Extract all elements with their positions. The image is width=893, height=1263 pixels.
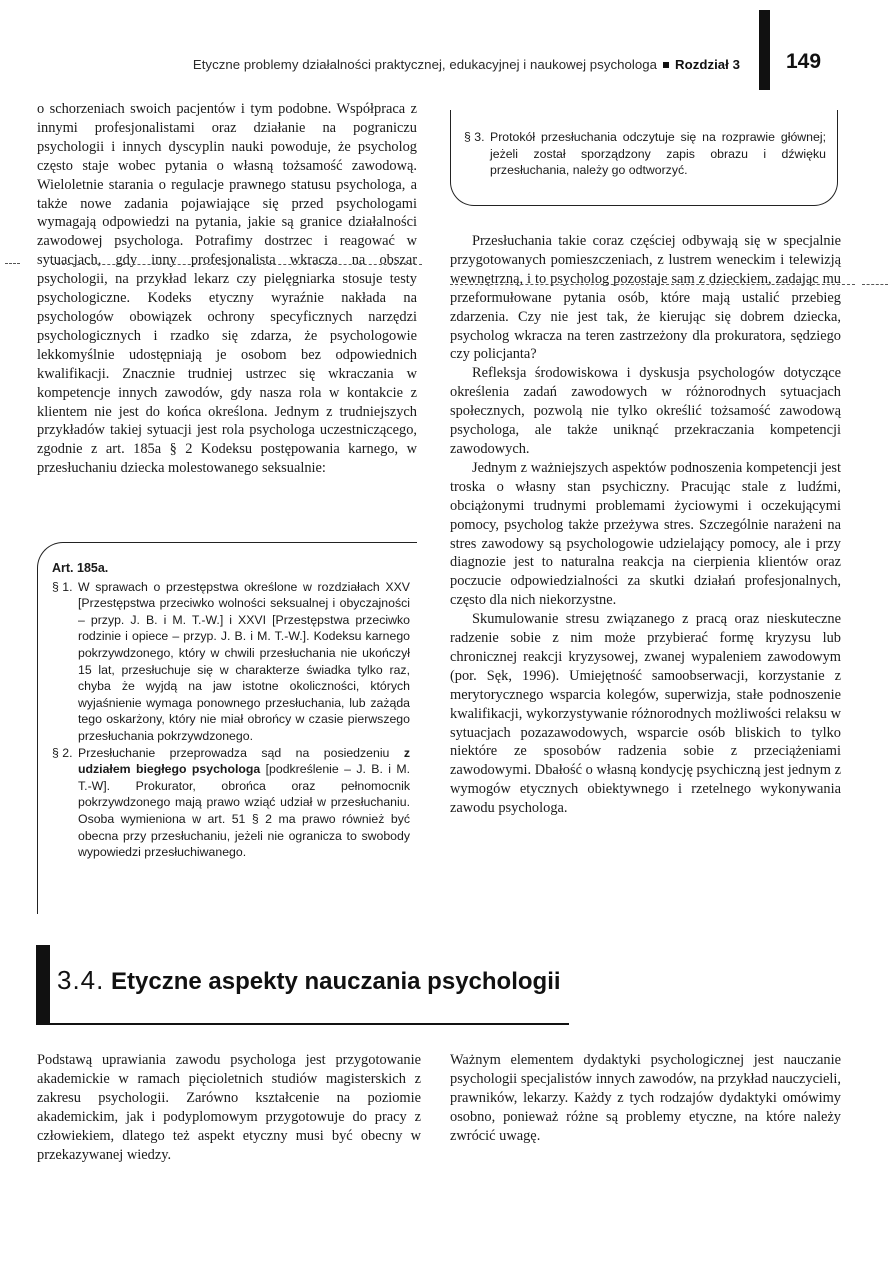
section-number: 3.4. [57, 965, 105, 995]
bottom-right-column [450, 1051, 841, 1146]
dashed-underline-left [52, 264, 422, 265]
article-paragraph-text [78, 745, 410, 861]
article-continuation-box [450, 110, 838, 206]
dashed-line-left-margin [5, 263, 20, 264]
article-paragraph-number: § 2. [52, 745, 73, 760]
section-bar [36, 945, 50, 1025]
article-paragraph-3 [464, 129, 826, 179]
article-text-before: Przesłuchanie przeprowadza sąd na posiedzeniu [78, 745, 404, 760]
article-paragraph-text: Protokół przesłuchania odczytuje się na rozprawie głównej; jeżeli został sporządzony zapis obrazu i dźwięku przesłuchania, należy go odtworzyć. [490, 130, 826, 178]
page-number: 149 [786, 50, 822, 73]
dashed-line-right-margin [862, 284, 888, 285]
section-rule [36, 1023, 569, 1025]
square-bullet-icon [663, 62, 669, 68]
bottom-left-paragraph: Podstawą uprawiania zawodu psychologa jest przygotowanie akademickie w ramach pięcioletnich studiów magisterskich z zakresu psychologii. Zarówno kształcenie na poziomie akademickim, jak i podyplomowym przygotowuje do pracy z człowiekiem, dlatego też aspekt etyczny musi być obecny w przekazywanej wiedzy. [37, 1052, 421, 1163]
article-box [37, 542, 417, 914]
dashed-underline-right [450, 284, 855, 285]
article-paragraph-text: W sprawach o przestępstwa określone w rozdziałach XXV [Przestępstwa przeciwko wolności seksualnej i obyczajności – przyp. J. B. i M. T.-W.] i XXVI [Przestępstwa przeciwko rodzinie i opiece – przyp. J. B. i M. T.-W.]. Kodeksu karnego pokrzywdzonego, który w chwili przesłuchania nie ukończył 15 lat, przesłuchuje się w charakterze świadka tylko raz, chyba że wyjdą na jaw istotne okoliczności, których wyjaśnienie wymaga ponownego przesłuchania, lub zażąda tego oskarżony, który nie miał obrońcy w czasie pierwszego przesłuchania pokrzywdzonego. [78, 579, 410, 743]
right-paragraph: Jednym z ważniejszych aspektów podnoszenia kompetencji jest troska o własny stan psychiczny. Pracując stale z ludźmi, obciążonymi trudnymi problemami życiowymi i oczekującymi pomocy, psycholog także przeżywa stres. Szczególnie narażeni na stres zawodowy są psychologowie udzielający pomocy, ale i przy diagnozie jest to naturalna reakcja na cierpienia klientów oraz poczucie odpowiedzialności za skutki działań profesjonalnych, często dla nich niekorzystne. [450, 459, 841, 609]
article-paragraph-1 [52, 579, 410, 745]
header-bar [759, 10, 770, 90]
article-paragraph-number: § 3. [464, 130, 485, 144]
running-header [40, 57, 740, 72]
right-column [450, 232, 841, 818]
article-paragraph-number: § 1. [52, 579, 73, 594]
section-heading [57, 965, 561, 996]
section-title: Etyczne aspekty nauczania psychologii [111, 968, 561, 995]
article-text-bold: z udziałem biegłego psychologa [78, 745, 410, 777]
article-title: Art. 185a. [52, 561, 109, 575]
right-paragraph: Przesłuchania takie coraz częściej odbywają się w specjalnie przygotowanych pomieszczeniach, z lustrem weneckim i telewizją wewnętrzną, i to psycholog pozostaje sam z dzieckiem, zadając mu przeformułowane pytania osób, które mają ustalić przebieg zdarzenia. Czy nie jest tak, że kierując się dobrem dziecka, psycholog wkracza na teren zastrzeżony dla prokuratora, sędziego czy policjanta? [450, 233, 841, 363]
bottom-left-column [37, 1051, 421, 1164]
article-text-after: [podkreślenie – J. B. i M. T.-W]. Prokurator, obrońca oraz pełnomocnik pokrzywdzonego mają prawo wziąć udział w przesłuchaniu. Osoba wymieniona w art. 51 § 2 ma prawo również być obecna przy przesłuchaniu, jeżeli nie ogranicza to swobody wypowiedzi przesłuchiwanego. [78, 762, 410, 860]
article-paragraph-2 [52, 745, 410, 861]
chapter-label: Rozdział 3 [675, 57, 740, 72]
right-paragraph: Skumulowanie stresu związanego z pracą oraz nieskuteczne radzenie sobie z nim może przybierać formę kryzysu lub chronicznej reakcji kryzysowej, zwanej wypaleniem zawodowym (por. Sęk, 1996). Umiejętność samoobserwacji, korzystanie z merytorycznego wsparcia kolegów, superwizja, stałe podnoszenie kwalifikacji, wykorzystywanie różnorodnych możliwości relaksu w sytuacjach pozazawodowych, wsparcie osób bliskich to tylko niektóre ze sposobów radzenia sobie z przeciążeniami zawodowymi. Dbałość o własną kondycję psychiczną jest jednym z wymogów etycznych obiektywnego i rzetelnego wykonywania zawodu psychologa. [450, 611, 841, 817]
right-paragraph: Refleksja środowiskowa i dyskusja psychologów dotyczące określenia zadań zawodowych w różnorodnych sytuacjach społecznych, pozwolą nie tylko określić tożsamość zawodową psychologa, ale także uniknąć przekraczania kompetencji zawodowych. [450, 365, 841, 457]
left-paragraph: o schorzeniach swoich pacjentów i tym podobne. Współpraca z innymi profesjonalistami oraz działanie na pograniczu psychologii i innych dyscyplin nauki powoduje, że psycholog często staje wobec pytania o własną tożsamość zawodową. Wieloletnie starania o regulacje prawnego statusu psychologa, a także nowe zadania pojawiające się przed psychologami wymagają odpowiedzi na pytania, jakie są granice działalności zawodowej psychologa. Potrafimy dostrzec i reagować w sytuacjach, gdy inny profesjonalista wkracza na obszar psychologii, na przykład lekarz czy pielęgniarka stosuje testy psychologiczne. Kodeks etyczny wyraźnie nakłada na psychologów obowiązek ochrony specyficznych narzędzi psychologicznych i rzadko się zdarza, że psychologowie lekkomyślnie udostępniają je osobom bez odpowiednich kwalifikacji. Znacznie trudniej ustrzec się wkraczania w kompetencje innych zawodów, gdy nasza rola w kontakcie z klientem nie jest do końca określona. Jednym z trudniejszych przykładów takiej sytuacji jest rola psychologa uczestniczącego, zgodnie z art. 185a § 2 Kodeksu postępowania karnego, w przesłuchaniu dziecka molestowanego seksualnie: [37, 101, 417, 477]
bottom-right-paragraph: Ważnym elementem dydaktyki psychologicznej jest nauczanie psychologii specjalistów innych zawodów, na przykład nauczycieli, prawników, lekarzy. Każdy z tych rodzajów dydaktyki omówimy osobno, ponieważ różne są problemy etyczne, na które należy zwrócić uwagę. [450, 1052, 841, 1144]
left-column [37, 100, 417, 478]
running-title: Etyczne problemy działalności praktycznej, edukacyjnej i naukowej psychologa [192, 57, 658, 72]
